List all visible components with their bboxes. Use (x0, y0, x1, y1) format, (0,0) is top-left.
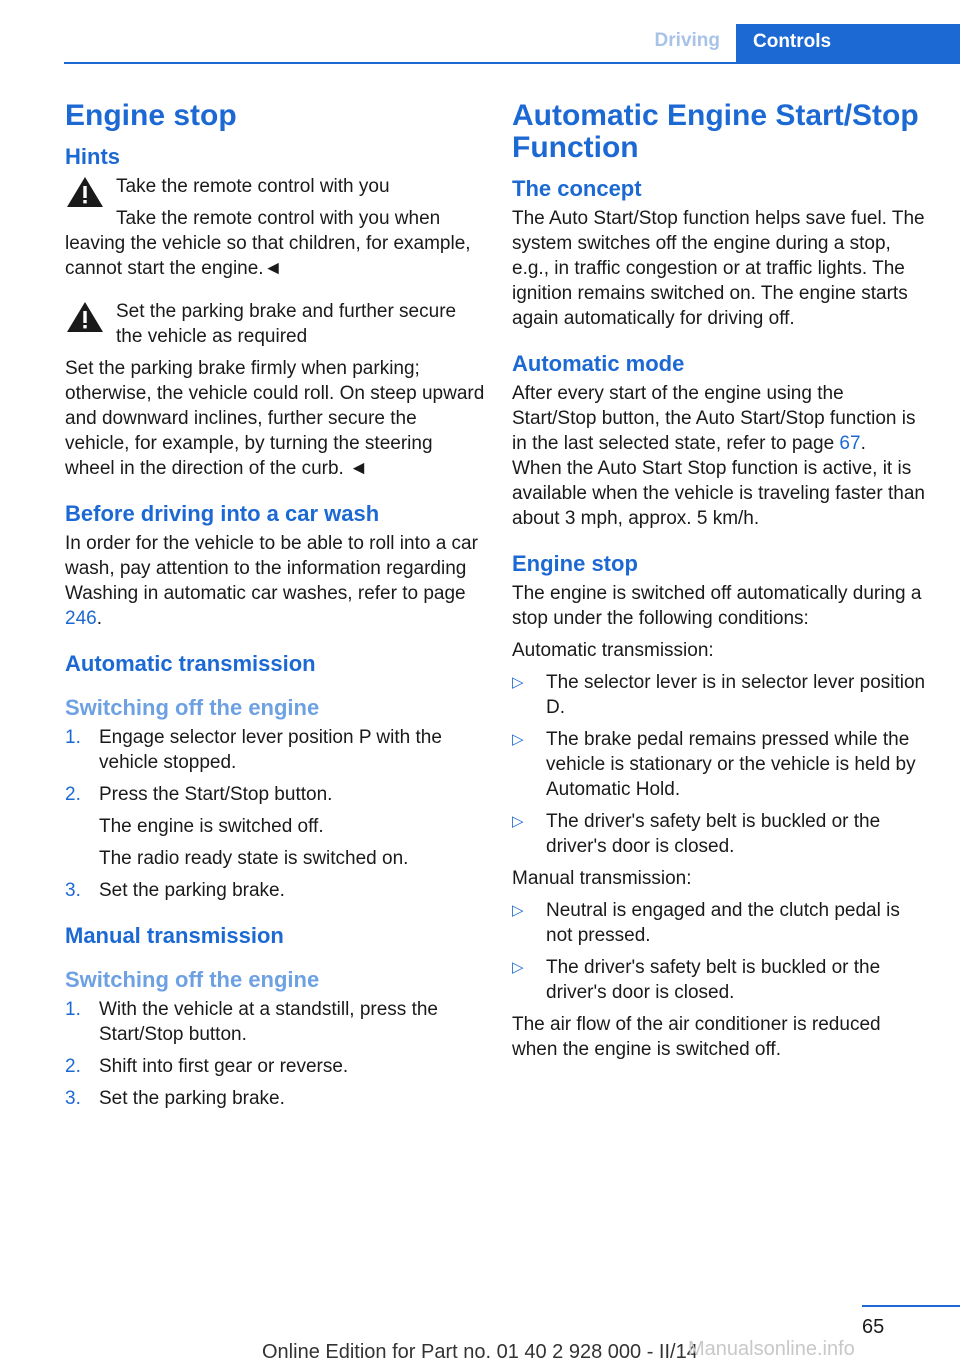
section-tab-driving[interactable]: Driving (654, 30, 720, 51)
footer-rule (862, 1305, 960, 1307)
step-text: Shift into first gear or reverse. (99, 1056, 349, 1077)
heading-automatic-mode: Automatic mode (512, 351, 685, 376)
step-text: Engage selector lever position P with the vehicle stopped. (99, 727, 442, 773)
section-tab-controls[interactable]: Controls (736, 24, 960, 62)
warning-remote-control (65, 174, 485, 199)
car-wash-body: In order for the vehicle to be able to roll into a car wash, pay attention to the information regarding Washing in automatic car washes, refer to page 246. (65, 533, 478, 629)
mode-text: After every start of the engine using the Start/Stop button, the Auto Start/Stop function is in the last selected state, refer to page (512, 383, 916, 454)
subheading-switching-off-at: Switching off the engine (65, 695, 320, 720)
step-number: 2. (65, 1056, 81, 1077)
mode-body-2: When the Auto Start Stop function is active, it is available when the vehicle is traveling faster than about 3 mph, approx. 5 km/h. (512, 458, 925, 529)
step-result: The radio ready state is switched on. (99, 848, 409, 869)
conditions-manual (512, 898, 930, 1005)
heading-manual-transmission: Manual transmission (65, 923, 284, 948)
mode-body: After every start of the engine using the Start/Stop button, the Auto Start/Stop function is in the last selected state, refer to page 67. (512, 383, 916, 454)
step-number: 3. (65, 880, 81, 901)
step-text: Set the parking brake. (99, 1088, 285, 1109)
airflow-note: The air flow of the air conditioner is reduced when the engine is switched off. (512, 1014, 881, 1060)
list-item (65, 782, 485, 871)
heading-automatic-transmission: Automatic transmission (65, 651, 316, 676)
edition-note: Online Edition for Part no. 01 40 2 928 000 - II/14 (262, 1341, 698, 1362)
heading-car-wash: Before driving into a car wash (65, 501, 380, 526)
list-item (512, 670, 930, 720)
warning-body: Set the parking brake firmly when parking; otherwise, the vehicle could roll. On steep upward and downward inclines, further secure the vehicle, for example, by turning the steering wheel in the direction of the curb. ◄ (65, 358, 485, 479)
page-header (0, 24, 960, 64)
list-item (512, 809, 930, 859)
step-text: Set the parking brake. (99, 880, 285, 901)
watermark: Manualsonline.info (688, 1338, 855, 1360)
triangle-bullet-icon: ▷ (512, 674, 524, 691)
condition-text: The driver's safety belt is buckled or the driver's door is closed. (546, 811, 881, 857)
heading-engine-stop: Engine stop (512, 551, 638, 576)
subheading-switching-off-mt: Switching off the engine (65, 967, 320, 992)
triangle-bullet-icon: ▷ (512, 902, 524, 919)
warning-body: Take the remote control with you when leaving the vehicle so that children, for example, cannot start the engine.◄ (65, 208, 471, 279)
steps-automatic (65, 725, 485, 903)
concept-body: The Auto Start/Stop function helps save fuel. The system switches off the engine during a stop, e.g., in traffic congestion or at traffic lights. The ignition remains switched on. The engine starts again automatically for driving off. (512, 208, 925, 329)
triangle-bullet-icon: ▷ (512, 959, 524, 976)
list-item (512, 955, 930, 1005)
step-result: The engine is switched off. (99, 816, 324, 837)
list-item (512, 727, 930, 802)
condition-text: The selector lever is in selector lever position D. (546, 672, 926, 718)
list-item (65, 878, 485, 903)
step-number: 3. (65, 1088, 81, 1109)
stop-intro: The engine is switched off automatically during a stop under the following conditions: (512, 583, 922, 629)
section-title-auto-start-stop: Automatic Engine Start/Stop Function (512, 99, 919, 164)
page-link-246[interactable]: 246 (65, 608, 97, 629)
heading-concept: The concept (512, 176, 642, 201)
step-number: 1. (65, 999, 81, 1020)
warning-parking-brake (65, 299, 485, 349)
heading-hints: Hints (65, 144, 120, 169)
label-manual-transmission: Manual transmission: (512, 868, 692, 889)
step-text: Press the Start/Stop button. (99, 784, 333, 805)
triangle-bullet-icon: ▷ (512, 813, 524, 830)
page-link-67[interactable]: 67 (839, 433, 861, 454)
steps-manual (65, 997, 485, 1111)
condition-text: The driver's safety belt is buckled or the driver's door is closed. (546, 957, 881, 1003)
list-item (65, 725, 485, 775)
step-text: With the vehicle at a standstill, press the Start/Stop button. (99, 999, 438, 1045)
label-automatic-transmission: Automatic transmission: (512, 640, 714, 661)
list-item (65, 1054, 485, 1079)
conditions-automatic (512, 670, 930, 859)
car-wash-text: In order for the vehicle to be able to roll into a car wash, pay attention to the information regarding Washing in automatic car washes, refer to page (65, 533, 478, 604)
condition-text: The brake pedal remains pressed while the vehicle is stationary or the vehicle is held by Automatic Hold. (546, 729, 916, 800)
page-number: 65 (862, 1316, 885, 1338)
right-column (512, 100, 930, 1069)
warning-triangle-icon (65, 174, 105, 210)
list-item (65, 997, 485, 1047)
warning-title: Set the parking brake and further secure the vehicle as required (116, 301, 457, 347)
step-number: 2. (65, 784, 81, 805)
header-rule (64, 62, 960, 64)
warning-triangle-icon (65, 299, 105, 335)
step-number: 1. (65, 727, 81, 748)
left-column (65, 100, 485, 1118)
list-item (65, 1086, 485, 1111)
triangle-bullet-icon: ▷ (512, 731, 524, 748)
condition-text: Neutral is engaged and the clutch pedal is not pressed. (546, 900, 900, 946)
section-title-engine-stop: Engine stop (65, 99, 237, 132)
warning-title: Take the remote control with you (116, 176, 390, 197)
list-item (512, 898, 930, 948)
